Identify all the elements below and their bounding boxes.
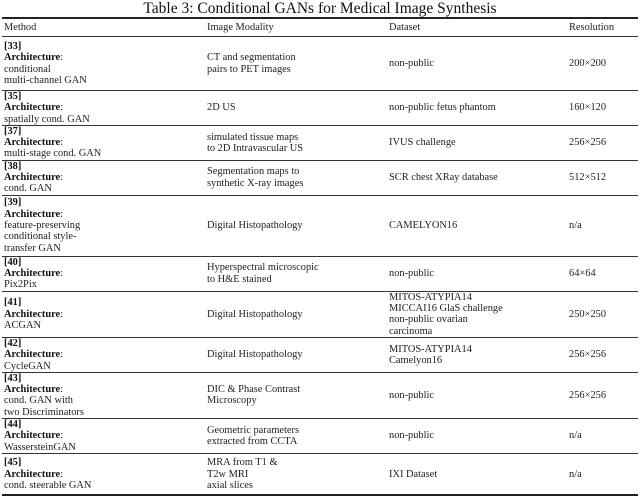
architecture-label: Architecture <box>4 172 61 184</box>
reference-citation[interactable]: [44] <box>4 419 22 431</box>
table-row <box>2 419 638 454</box>
method-cell <box>2 160 205 195</box>
dataset-cell <box>387 291 567 337</box>
dataset-cell <box>387 91 567 126</box>
reference-citation[interactable]: [41] <box>4 297 22 309</box>
architecture-label: Architecture <box>4 137 61 149</box>
cell-line: to H&E stained <box>207 273 272 285</box>
cell-line: non-public ovarian <box>389 314 468 326</box>
table-row <box>2 160 638 195</box>
method-cell <box>2 453 205 495</box>
image-modality-cell <box>205 453 387 495</box>
method-cell <box>2 256 205 291</box>
table-row <box>2 91 638 126</box>
cell-line: IVUS challenge <box>389 137 456 149</box>
architecture-label: Architecture <box>4 430 61 442</box>
method-cell <box>2 337 205 372</box>
cell-line: T2w MRI <box>207 468 249 480</box>
cell-line: cond. GAN <box>4 183 52 195</box>
cell-line: carcinoma <box>389 325 433 337</box>
image-modality-cell <box>205 125 387 160</box>
header-dataset: Dataset <box>387 18 567 37</box>
cell-line: Hyperspectral microscopic <box>207 262 319 274</box>
dataset-cell <box>387 195 567 256</box>
reference-citation[interactable]: [33] <box>4 40 22 52</box>
resolution-cell: 64×64 <box>567 256 638 291</box>
colon: : <box>60 208 64 220</box>
method-cell <box>2 91 205 126</box>
dataset-cell <box>387 37 567 91</box>
image-modality-cell <box>205 372 387 418</box>
architecture-label: Architecture <box>4 349 61 361</box>
cell-line: extracted from CCTA <box>207 435 298 447</box>
method-cell <box>2 372 205 418</box>
dataset-cell <box>387 372 567 418</box>
cell-line: MICCAI16 GlaS challenge <box>389 302 503 314</box>
colon: : <box>60 308 64 320</box>
cell-line: MITOS-ATYPIA14 <box>389 291 472 303</box>
resolution-cell: n/a <box>569 468 582 480</box>
colon: : <box>60 268 64 280</box>
method-cell <box>2 125 205 160</box>
cell-line: multi-stage cond. GAN <box>4 148 102 160</box>
dataset-cell <box>387 125 567 160</box>
cell-line: cond. GAN with <box>4 395 73 407</box>
colon: : <box>60 349 64 361</box>
cell-line: non-public <box>389 430 435 442</box>
cell-line: cond. steerable GAN <box>4 479 92 491</box>
reference-citation[interactable]: [37] <box>4 125 22 137</box>
cell-line: Camelyon16 <box>389 354 443 366</box>
table-caption: Table 3: Conditional GANs for Medical Image Synthesis <box>143 0 497 17</box>
method-cell <box>2 195 205 256</box>
resolution-cell: 256×256 <box>567 125 638 160</box>
resolution-cell: n/a <box>567 195 638 256</box>
cell-line: Geometric parameters <box>207 424 300 436</box>
colon: : <box>60 384 64 396</box>
header-resolution: Resolution <box>567 18 638 37</box>
architecture-label: Architecture <box>4 384 61 396</box>
image-modality-cell <box>205 256 387 291</box>
cell-line: axial slices <box>207 479 253 491</box>
cell-line: Segmentation maps to <box>207 166 300 178</box>
header-image-modality: Image Modality <box>205 18 387 37</box>
cell-line: conditional style- <box>4 231 77 243</box>
cell-line: multi-channel GAN <box>4 74 87 86</box>
resolution-cell: 200×200 <box>567 37 638 91</box>
architecture-label: Architecture <box>4 102 61 114</box>
dataset-cell <box>387 337 567 372</box>
table-row <box>2 453 638 495</box>
cell-line: to 2D Intravascular US <box>207 142 304 154</box>
reference-citation[interactable]: [42] <box>4 337 22 349</box>
reference-citation[interactable]: [35] <box>4 91 22 102</box>
image-modality-cell <box>205 160 387 195</box>
architecture-label: Architecture <box>4 308 61 320</box>
resolution-cell: n/a <box>567 419 638 454</box>
cell-line: CycleGAN <box>4 360 51 372</box>
resolution-cell: 250×250 <box>567 291 638 337</box>
conditional-gans-table <box>2 17 638 496</box>
method-cell <box>2 37 205 91</box>
cell-line: CAMELYON16 <box>389 220 458 232</box>
header-row <box>2 18 638 37</box>
image-modality-cell <box>205 419 387 454</box>
table-row <box>2 125 638 160</box>
cell-line: 2D US <box>207 102 236 114</box>
colon: : <box>60 172 64 184</box>
method-cell <box>2 419 205 454</box>
dataset-cell <box>387 419 567 454</box>
architecture-label: Architecture <box>4 268 61 280</box>
reference-citation[interactable]: [39] <box>4 197 22 209</box>
cell-line: CT and segmentation <box>207 52 296 64</box>
image-modality-cell <box>205 195 387 256</box>
cell-line: feature-preserving <box>4 220 81 232</box>
table-row <box>2 337 638 372</box>
resolution-cell: 512×512 <box>567 160 638 195</box>
image-modality-cell <box>205 91 387 126</box>
table-row <box>2 195 638 256</box>
image-modality-cell <box>205 337 387 372</box>
cell-line: ACGAN <box>4 319 41 331</box>
cell-line: pairs to PET images <box>207 63 291 75</box>
colon: : <box>60 137 64 149</box>
colon: : <box>60 468 64 480</box>
colon: : <box>60 430 64 442</box>
cell-line: IXI Dataset <box>389 468 438 480</box>
resolution-cell: 256×256 <box>567 337 638 372</box>
cell-line: Microscopy <box>207 395 257 407</box>
colon: : <box>60 102 64 114</box>
cell-line: Digital Histopathology <box>207 220 303 232</box>
table-row <box>2 37 638 91</box>
cell-line: non-public <box>389 389 435 401</box>
cell-line: non-public <box>389 57 435 69</box>
cell-line: MRA from T1 & <box>207 457 278 469</box>
table-row <box>2 256 638 291</box>
method-cell <box>2 291 205 337</box>
dataset-cell <box>387 453 567 495</box>
cell-line: non-public fetus phantom <box>389 102 496 114</box>
reference-citation[interactable]: [38] <box>4 160 22 172</box>
dataset-cell <box>387 160 567 195</box>
cell-line: simulated tissue maps <box>207 131 299 143</box>
cell-line: Digital Histopathology <box>207 308 303 320</box>
table-row <box>2 291 638 337</box>
cell-line: synthetic X-ray images <box>207 177 304 189</box>
cell-line: spatially cond. GAN <box>4 113 90 125</box>
header-method: Method <box>2 18 205 37</box>
colon: : <box>60 52 64 64</box>
reference-citation[interactable]: [43] <box>4 372 22 384</box>
cell-line: conditional <box>4 63 51 75</box>
cell-line: DIC & Phase Contrast <box>207 384 301 396</box>
image-modality-cell <box>205 37 387 91</box>
cell-line: Pix2Pix <box>4 279 37 291</box>
resolution-cell: 160×120 <box>567 91 638 126</box>
cell-line: non-public <box>389 268 435 280</box>
cell-line: transfer GAN <box>4 242 61 254</box>
cell-line: WassersteinGAN <box>4 441 76 453</box>
cell-line: MITOS-ATYPIA14 <box>389 343 472 355</box>
image-modality-cell <box>205 291 387 337</box>
reference-citation[interactable]: [45] <box>4 457 22 469</box>
architecture-label: Architecture <box>4 52 61 64</box>
resolution-cell: 256×256 <box>567 372 638 418</box>
cell-line: Digital Histopathology <box>207 349 303 361</box>
architecture-label: Architecture <box>4 468 61 480</box>
table-row <box>2 372 638 418</box>
dataset-cell <box>387 256 567 291</box>
reference-citation[interactable]: [40] <box>4 256 22 268</box>
architecture-label: Architecture <box>4 208 61 220</box>
cell-line: SCR chest XRay database <box>389 172 498 184</box>
cell-line: two Discriminators <box>4 406 84 418</box>
